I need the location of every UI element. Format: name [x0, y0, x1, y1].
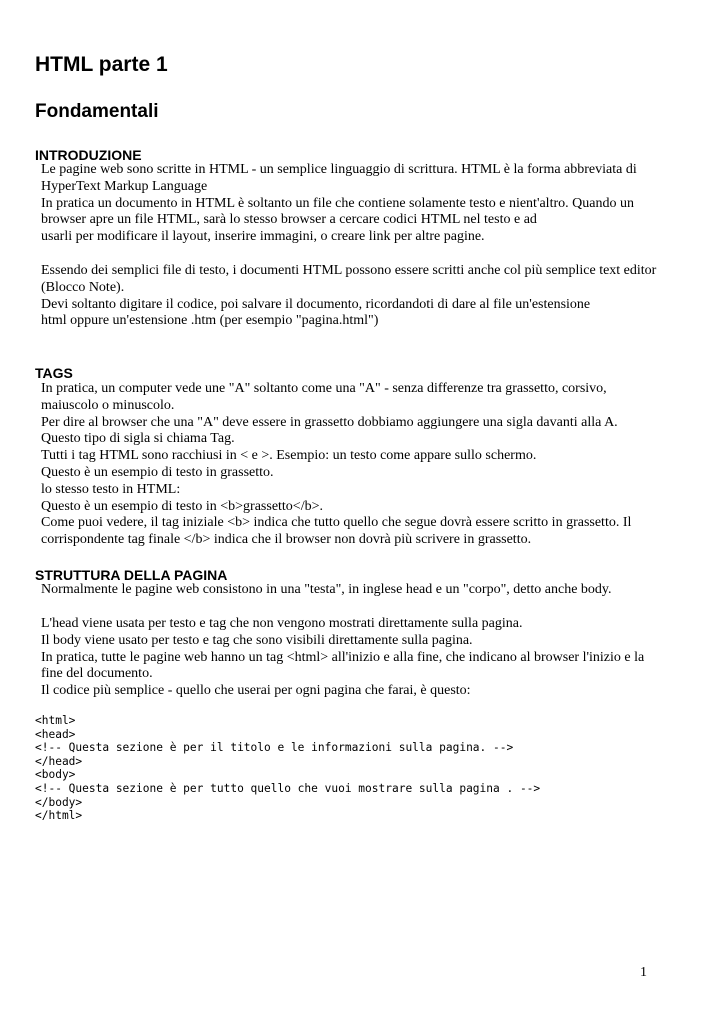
code-example [35, 714, 540, 823]
page-number: 1 [640, 965, 647, 980]
struttura-paragraph-2 [41, 616, 701, 700]
code-line: <!-- Questa sezione è per il titolo e le informazioni sulla pagina. --> [35, 741, 514, 755]
struttura-paragraph-1 [41, 582, 701, 599]
text-line: Per dire al browser che una "A" deve essere in grassetto dobbiamo aggiungere una sigla davanti alla A. [41, 414, 618, 430]
code-line: <body> [35, 768, 76, 782]
code-line: <html> [35, 714, 76, 727]
intro-paragraph-2 [41, 263, 701, 330]
document-subtitle: Fondamentali [35, 101, 159, 122]
text-line: L'head viene usata per testo e tag che non vengono mostrati direttamente sulla pagina. [41, 616, 523, 631]
document-title: HTML parte 1 [35, 53, 168, 76]
section-heading-tags: TAGS [35, 365, 73, 381]
text-line: usarli per modificare il layout, inserire immagini, o creare link per altre pagine. [41, 229, 485, 245]
text-line: Il codice più semplice - quello che userai per ogni pagina che farai, è questo: [41, 683, 471, 699]
text-line: Le pagine web sono scritte in HTML - un semplice linguaggio di scrittura. HTML è la forma abbreviata di [41, 162, 637, 177]
text-line: In pratica, un computer vede une "A" soltanto come una "A" - senza differenze tra grassetto, corsivo, [41, 381, 607, 396]
code-line: </body> [35, 795, 83, 809]
text-line: html oppure un'estensione .htm (per esempio "pagina.html") [41, 313, 379, 329]
text-line: Come puoi vedere, il tag iniziale <b> indica che tutto quello che segue dovrà essere scritto in grassetto. Il [41, 515, 632, 531]
code-line: <!-- Questa sezione è per tutto quello che vuoi mostrare sulla pagina . --> [35, 781, 541, 795]
text-line: corrispondente tag finale </b> indica che il browser non dovrà più scrivere in grassetto. [41, 532, 532, 548]
section-heading-struttura: STRUTTURA DELLA PAGINA [35, 567, 228, 583]
code-line: <head> [35, 727, 76, 741]
text-line: Questo tipo di sigla si chiama Tag. [41, 431, 235, 447]
text-line: lo stesso testo in HTML: [41, 481, 181, 497]
code-line: </html> [35, 809, 83, 823]
intro-paragraph-1 [41, 162, 701, 246]
text-line: maiuscolo o minuscolo. [41, 397, 175, 413]
section-heading-introduzione: INTRODUZIONE [35, 147, 142, 163]
text-line: HyperText Markup Language [41, 178, 208, 194]
text-line: (Blocco Note). [41, 279, 125, 295]
code-line: </head> [35, 754, 83, 768]
text-line: browser apre un file HTML, sarà lo stesso browser a cercare codici HTML nel testo e ad [41, 212, 537, 228]
text-line: Questo è un esempio di testo in <b>grassetto</b>. [41, 498, 323, 514]
text-line: Tutti i tag HTML sono racchiusi in < e >. Esempio: un testo come appare sullo schermo. [41, 448, 537, 464]
text-line: Il body viene usato per testo e tag che sono visibili direttamente sulla pagina. [41, 632, 473, 648]
text-line: Normalmente le pagine web consistono in una "testa", in inglese head e un "corpo", detto anche body. [41, 582, 612, 597]
text-line: Questo è un esempio di testo in grassetto. [41, 464, 274, 480]
text-line: In pratica un documento in HTML è soltanto un file che contiene solamente testo e nient'altro. Quando un [41, 195, 634, 211]
text-line: Essendo dei semplici file di testo, i documenti HTML possono essere scritti anche col più semplice text editor [41, 263, 657, 278]
text-line: fine del documento. [41, 666, 153, 682]
text-line: In pratica, tutte le pagine web hanno un tag <html> all'inizio e alla fine, che indicano al browser l'inizio e la [41, 649, 645, 665]
text-line: Devi soltanto digitare il codice, poi salvare il documento, ricordandoti di dare al file un'estensione [41, 296, 591, 312]
tags-paragraph [41, 381, 701, 549]
